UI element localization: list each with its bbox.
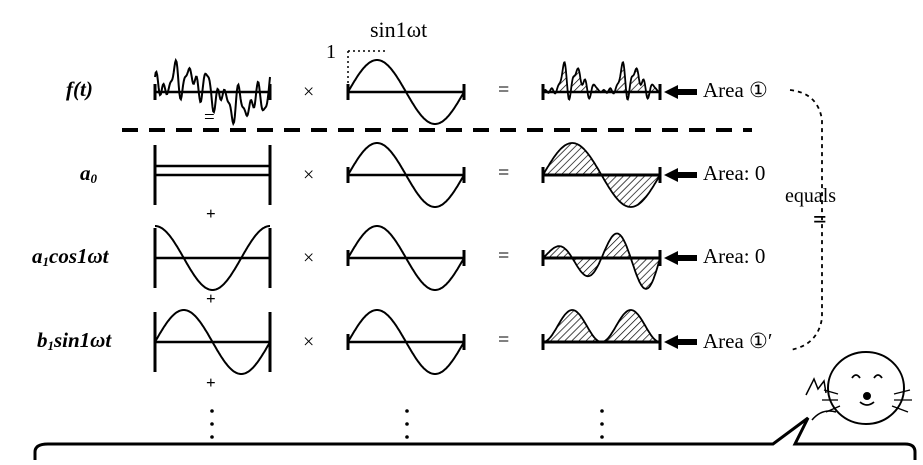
ft-product-plot [543, 62, 660, 100]
equals-operator-row3: = [498, 245, 510, 267]
row-label-b1sin [37, 330, 111, 352]
row-label-b1sin-sub: 1 [47, 338, 54, 353]
row-a1-cos [155, 226, 660, 290]
speech-bubble [35, 418, 915, 460]
product-curve [543, 62, 660, 99]
row-ft [155, 60, 660, 124]
times-operator-row2: × [303, 164, 315, 186]
row-label-ft: f(t) [66, 77, 93, 101]
row-b1-sin [155, 310, 660, 374]
equals-operator-row2: = [498, 162, 510, 184]
row-a0 [155, 143, 660, 207]
row-label-a0-sub: 0 [90, 171, 97, 186]
equals-operator-row1: = [498, 79, 510, 101]
sine-signal-plot [155, 310, 270, 374]
row-label-a1cos [32, 246, 109, 268]
area-label-row2: Area: 0 [703, 161, 766, 185]
sine-reference-plot [348, 310, 464, 374]
ellipsis-dots [210, 409, 604, 439]
row-label-b1sin-rest: sin1ωt [54, 328, 112, 352]
amplitude-indicator [348, 51, 385, 92]
plus-sign-2: + [206, 289, 216, 308]
product-curve-fill [543, 310, 660, 342]
times-operator-row3: × [303, 247, 315, 269]
equals-bracket-symbol: = [813, 207, 827, 233]
row-label-a0-main: a [80, 161, 91, 185]
arrow-icon [664, 85, 697, 99]
sin-product-plot [543, 310, 660, 350]
plus-sign-3: + [206, 373, 216, 392]
row-label-a1cos-sub: 1 [42, 254, 49, 269]
area-arrows [664, 85, 697, 349]
seal-icon [806, 352, 912, 424]
times-operator-row4: × [303, 331, 315, 353]
arrow-icon [664, 251, 697, 265]
equals-bracket-label: equals [785, 185, 837, 207]
sine-reference-plot [348, 143, 464, 207]
row-label-b1sin-main: b [37, 328, 48, 352]
cos-product-plot [543, 234, 660, 289]
equals-operator-row4: = [498, 329, 510, 351]
row-label-a1cos-main: a [32, 244, 43, 268]
equals-under-ft: = [204, 107, 215, 128]
product-curve-fill [543, 234, 660, 289]
times-operator-row1: × [303, 81, 315, 103]
plus-sign-1: + [206, 204, 216, 223]
sine-reference-plot [348, 60, 464, 124]
arrow-icon [664, 168, 697, 182]
cosine-signal-plot [155, 226, 270, 290]
sine-reference-plot [348, 226, 464, 290]
row-label-a0 [80, 163, 97, 185]
area-label-row4: Area ①′ [703, 329, 773, 353]
area-label-row3: Area: 0 [703, 244, 766, 268]
row-label-a1cos-rest: cos1ωt [49, 244, 109, 268]
amplitude-label: 1 [326, 41, 336, 63]
arrow-icon [664, 335, 697, 349]
constant-signal-plot [155, 145, 270, 205]
area-label-row1: Area ① [703, 78, 768, 102]
a0-product-plot [543, 143, 660, 207]
sin-reference-label: sin1ωt [370, 17, 428, 42]
